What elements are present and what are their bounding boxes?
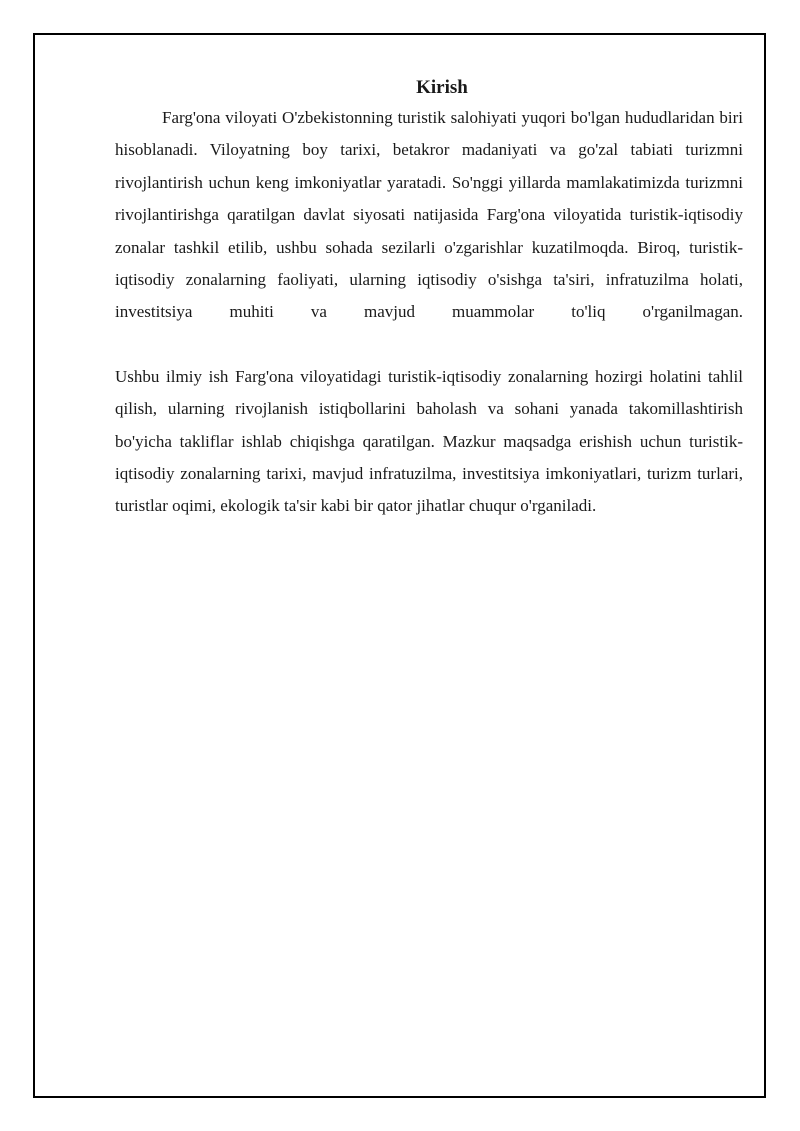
paragraph-2: Ushbu ilmiy ish Farg'ona viloyatidagi turistik-iqtisodiy zonalarning hozirgi holatini tahlil qilish, ularning rivojlanish istiqbollarini baholash va sohani yanada takomillashtirish bo'yicha takliflar ishlab chiqishga qaratilgan. Mazkur maqsadga erishish uchun turistik-iqtisodiy zonalarning tarixi, mavjud infratuzilma, investitsiya imkoniyatlari, turizm turlari, turistlar oqimi, ekologik ta'sir kabi bir qator jihatlar chuqur o'rganiladi. <box>115 366 743 516</box>
paragraph-1: Farg'ona viloyati O'zbekistonning turistik salohiyati yuqori bo'lgan hududlaridan biri hisoblanadi. Viloyatning boy tarixi, betakror madaniyati va go'zal tabiati turizmni rivojlantirish uchun keng imkoniyatlar yaratadi. So'nggi yillarda mamlakatimizda turizmni rivojlantirishga qaratilgan davlat siyosati natijasida Farg'ona viloyatida turistik-iqtisodiy zonalar tashkil etilib, ushbu sohada sezilarli o'zgarishlar kuzatilmoqda. Biroq, turistik-iqtisodiy zonalarning faoliyati, ularning iqtisodiy o'sishga ta'siri, infratuzilma holati, investitsiya muhiti va mavjud muammolar to'liq o'rganilmagan. <box>115 108 743 322</box>
section-title: Kirish <box>416 77 468 98</box>
paragraph-gap <box>115 329 743 361</box>
document-body <box>115 74 743 523</box>
